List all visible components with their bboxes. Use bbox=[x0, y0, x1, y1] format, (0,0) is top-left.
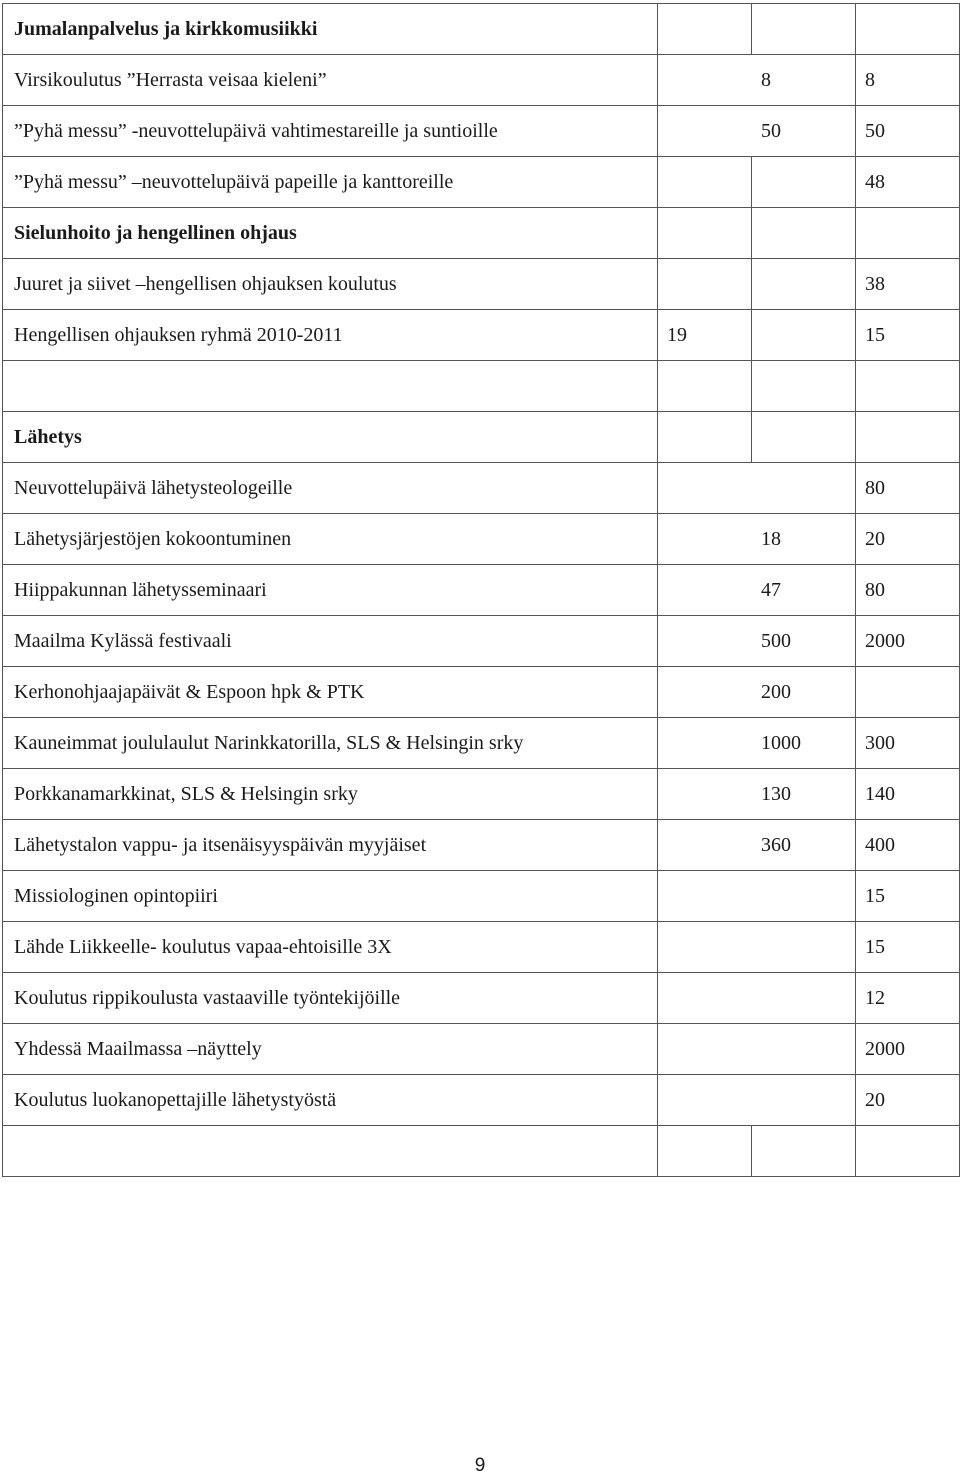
participants-cell bbox=[856, 361, 960, 412]
participants-cell bbox=[752, 157, 856, 208]
participants-cell bbox=[658, 1126, 752, 1177]
participants-cell: 50 bbox=[658, 106, 856, 157]
participants-cell: 15 bbox=[856, 871, 960, 922]
participants-cell bbox=[752, 412, 856, 463]
participants-cell bbox=[752, 208, 856, 259]
table-row bbox=[3, 412, 960, 463]
table-row bbox=[3, 157, 960, 208]
activity-name-cell: Lähetystalon vappu- ja itsenäisyyspäivän myyjäiset bbox=[3, 820, 658, 871]
activity-name-cell: Hiippakunnan lähetysseminaari bbox=[3, 565, 658, 616]
participants-cell: 2000 bbox=[856, 1024, 960, 1075]
statistics-table bbox=[2, 3, 960, 1177]
participants-cell bbox=[658, 1024, 856, 1075]
table-row bbox=[3, 616, 960, 667]
activity-name-cell: Kauneimmat joululaulut Narinkkatorilla, SLS & Helsingin srky bbox=[3, 718, 658, 769]
participants-cell bbox=[658, 922, 856, 973]
participants-cell bbox=[658, 4, 752, 55]
participants-cell: 20 bbox=[856, 514, 960, 565]
participants-cell: 19 bbox=[658, 310, 752, 361]
participants-cell bbox=[752, 259, 856, 310]
activity-name-cell: Sielunhoito ja hengellinen ohjaus bbox=[3, 208, 658, 259]
participants-cell bbox=[856, 1126, 960, 1177]
participants-cell: 80 bbox=[856, 565, 960, 616]
activity-name-cell bbox=[3, 1126, 658, 1177]
participants-cell bbox=[658, 463, 856, 514]
activity-name-cell: Yhdessä Maailmassa –näyttely bbox=[3, 1024, 658, 1075]
participants-cell bbox=[658, 1075, 856, 1126]
participants-cell: 18 bbox=[658, 514, 856, 565]
table-row bbox=[3, 667, 960, 718]
table-row bbox=[3, 259, 960, 310]
participants-cell: 300 bbox=[856, 718, 960, 769]
participants-cell bbox=[752, 310, 856, 361]
participants-cell: 12 bbox=[856, 973, 960, 1024]
participants-cell: 48 bbox=[856, 157, 960, 208]
table-row bbox=[3, 310, 960, 361]
table-row bbox=[3, 361, 960, 412]
participants-cell: 80 bbox=[856, 463, 960, 514]
table-row bbox=[3, 463, 960, 514]
participants-cell bbox=[856, 208, 960, 259]
activity-name-cell: Juuret ja siivet –hengellisen ohjauksen koulutus bbox=[3, 259, 658, 310]
table-row bbox=[3, 1075, 960, 1126]
participants-cell bbox=[658, 973, 856, 1024]
participants-cell: 15 bbox=[856, 922, 960, 973]
table-body bbox=[3, 4, 960, 1177]
participants-cell: 50 bbox=[856, 106, 960, 157]
participants-cell: 200 bbox=[658, 667, 856, 718]
activity-name-cell: Missiologinen opintopiiri bbox=[3, 871, 658, 922]
page-number: 9 bbox=[474, 1455, 486, 1476]
participants-cell: 38 bbox=[856, 259, 960, 310]
participants-cell: 20 bbox=[856, 1075, 960, 1126]
participants-cell: 8 bbox=[658, 55, 856, 106]
table-row bbox=[3, 718, 960, 769]
table-row bbox=[3, 106, 960, 157]
table-row bbox=[3, 820, 960, 871]
participants-cell bbox=[752, 4, 856, 55]
table-row bbox=[3, 208, 960, 259]
table-row bbox=[3, 973, 960, 1024]
participants-cell: 360 bbox=[658, 820, 856, 871]
participants-cell bbox=[752, 1126, 856, 1177]
activity-name-cell: Koulutus luokanopettajille lähetystyöstä bbox=[3, 1075, 658, 1126]
participants-cell bbox=[856, 4, 960, 55]
activity-name-cell: Jumalanpalvelus ja kirkkomusiikki bbox=[3, 4, 658, 55]
table-row bbox=[3, 4, 960, 55]
participants-cell: 500 bbox=[658, 616, 856, 667]
table-row bbox=[3, 769, 960, 820]
participants-cell bbox=[752, 361, 856, 412]
activity-name-cell: Lähde Liikkeelle- koulutus vapaa-ehtoisille 3X bbox=[3, 922, 658, 973]
activity-name-cell: Virsikoulutus ”Herrasta veisaa kieleni” bbox=[3, 55, 658, 106]
activity-name-cell: ”Pyhä messu” -neuvottelupäivä vahtimestareille ja suntioille bbox=[3, 106, 658, 157]
participants-cell: 1000 bbox=[658, 718, 856, 769]
table-row bbox=[3, 922, 960, 973]
participants-cell bbox=[658, 259, 752, 310]
participants-cell bbox=[658, 871, 856, 922]
activity-name-cell: Koulutus rippikoulusta vastaaville työntekijöille bbox=[3, 973, 658, 1024]
table-row bbox=[3, 871, 960, 922]
activity-name-cell: Maailma Kylässä festivaali bbox=[3, 616, 658, 667]
activity-name-cell: Hengellisen ohjauksen ryhmä 2010-2011 bbox=[3, 310, 658, 361]
participants-cell: 130 bbox=[658, 769, 856, 820]
activity-name-cell bbox=[3, 361, 658, 412]
participants-cell: 400 bbox=[856, 820, 960, 871]
activity-name-cell: Porkkanamarkkinat, SLS & Helsingin srky bbox=[3, 769, 658, 820]
participants-cell: 15 bbox=[856, 310, 960, 361]
participants-cell bbox=[856, 412, 960, 463]
table-row bbox=[3, 514, 960, 565]
table-row bbox=[3, 565, 960, 616]
activity-name-cell: Lähetys bbox=[3, 412, 658, 463]
participants-cell: 2000 bbox=[856, 616, 960, 667]
participants-cell: 140 bbox=[856, 769, 960, 820]
participants-cell: 47 bbox=[658, 565, 856, 616]
table-row bbox=[3, 55, 960, 106]
activity-name-cell: Lähetysjärjestöjen kokoontuminen bbox=[3, 514, 658, 565]
activity-name-cell: Kerhonohjaajapäivät & Espoon hpk & PTK bbox=[3, 667, 658, 718]
participants-cell: 8 bbox=[856, 55, 960, 106]
table-row bbox=[3, 1126, 960, 1177]
activity-name-cell: Neuvottelupäivä lähetysteologeille bbox=[3, 463, 658, 514]
participants-cell bbox=[658, 208, 752, 259]
table-row bbox=[3, 1024, 960, 1075]
participants-cell bbox=[856, 667, 960, 718]
participants-cell bbox=[658, 412, 752, 463]
activity-name-cell: ”Pyhä messu” –neuvottelupäivä papeille ja kanttoreille bbox=[3, 157, 658, 208]
participants-cell bbox=[658, 157, 752, 208]
participants-cell bbox=[658, 361, 752, 412]
